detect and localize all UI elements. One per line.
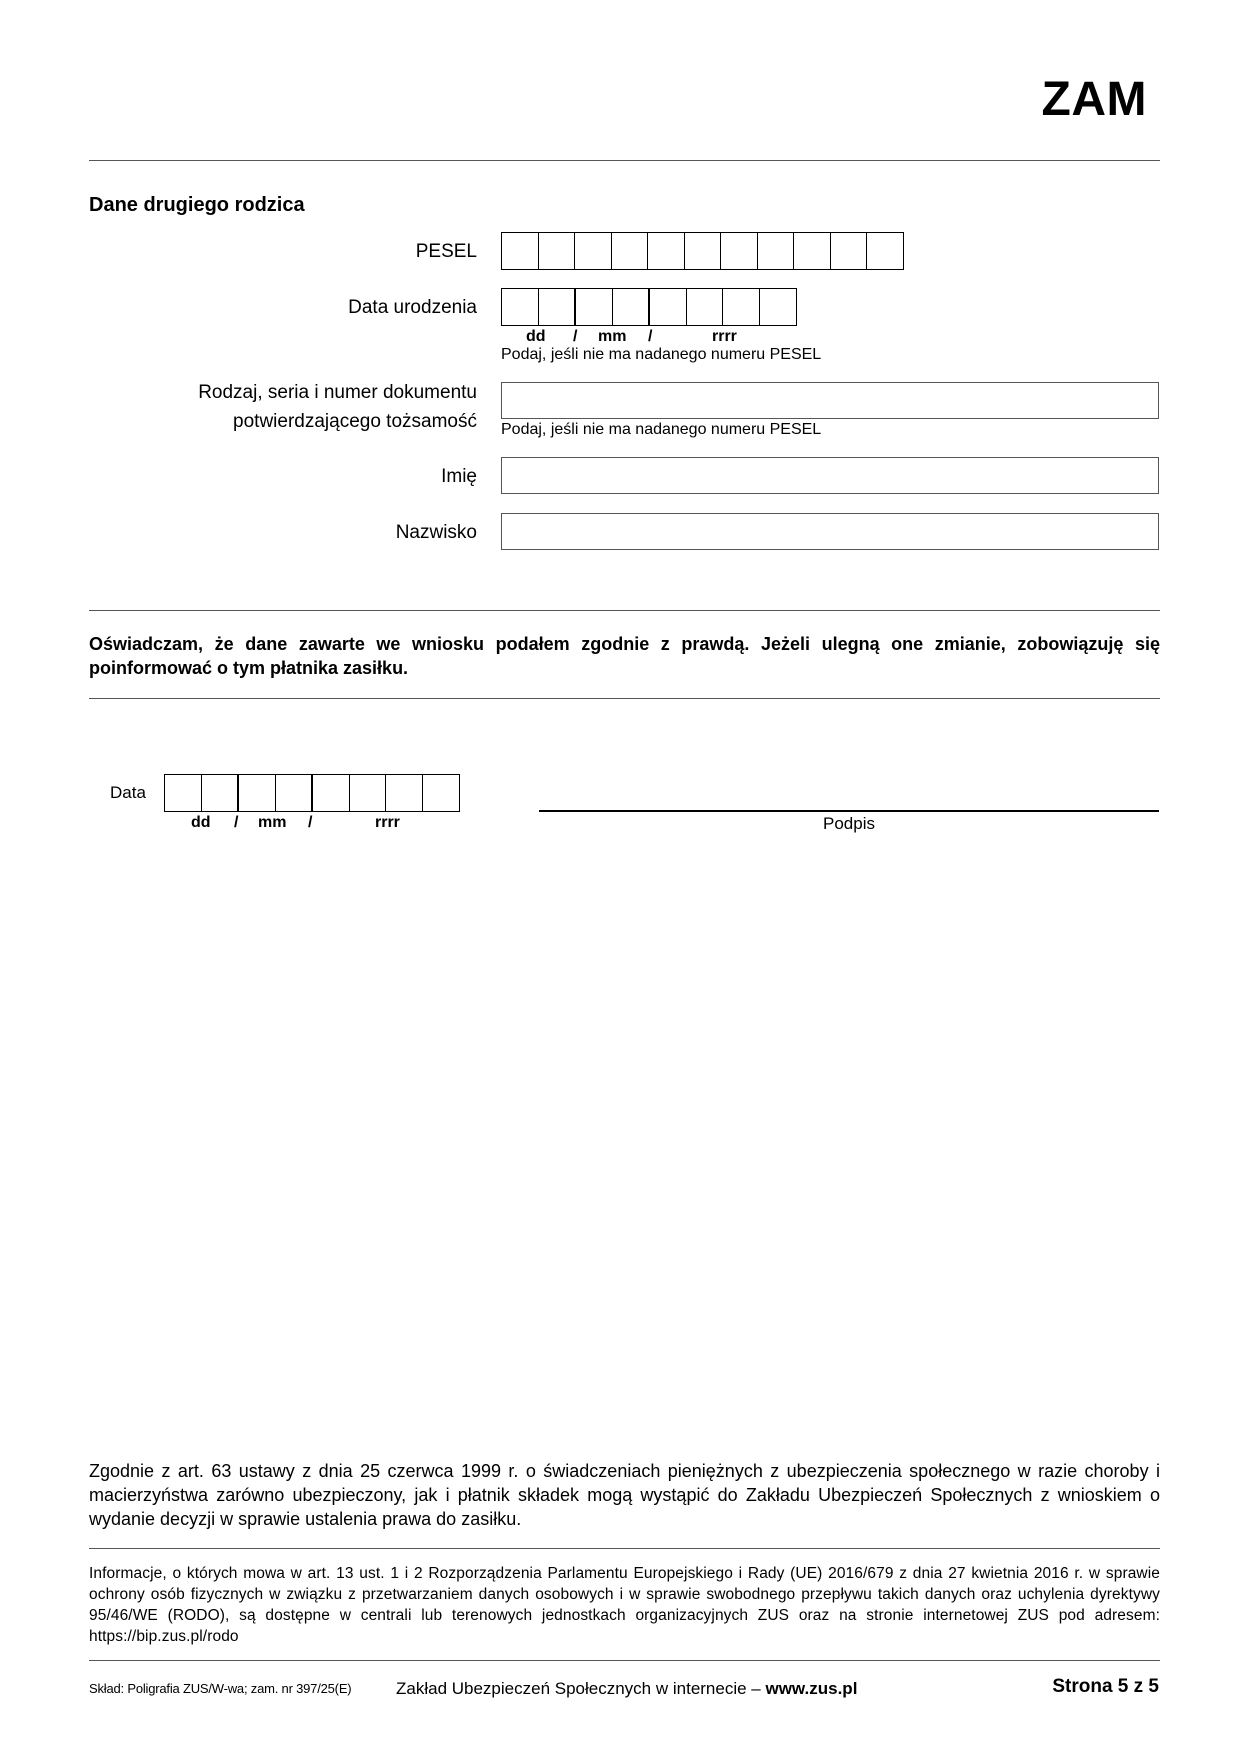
pesel-digit-box[interactable] xyxy=(574,232,612,270)
top-divider xyxy=(89,160,1160,161)
form-code: ZAM xyxy=(1041,73,1147,126)
pesel-input[interactable] xyxy=(501,232,904,270)
sign-year-box[interactable] xyxy=(349,774,387,812)
legal-notice: Zgodnie z art. 63 ustawy z dnia 25 czerwca 1999 r. o świadczeniach pieniężnych z ubezpieczenia społecznego w razie choroby i macierzyństwa zarówno ubezpieczony, jak i płatnik składek mogą wystąpić do Zakładu Ubezpieczeń Społecznych z wnioskiem o wydanie decyzji w sprawie ustalenia prawa do zasiłku. xyxy=(89,1461,1160,1529)
footer-web-text: Zakład Ubezpieczeń Społecznych w internecie – xyxy=(396,1679,766,1698)
sign-format-mm: mm xyxy=(258,814,287,831)
first-name-field[interactable] xyxy=(501,457,1159,494)
sign-month-box[interactable] xyxy=(237,774,276,812)
sign-format-sep: / xyxy=(234,814,239,831)
signature-date-label: Data xyxy=(110,783,146,802)
birth-format-sep: / xyxy=(573,328,578,345)
sign-format-sep: / xyxy=(308,814,313,831)
signature-label: Podpis xyxy=(823,814,875,833)
pesel-digit-box[interactable] xyxy=(720,232,758,270)
declaration-text: Oświadczam, że dane zawarte we wniosku podałem zgodnie z prawdą. Jeżeli ulegną one zmianie, zobowiązuję się poinformować o tym płatnika zasiłku. xyxy=(89,634,1160,678)
section-title: Dane drugiego rodzica xyxy=(89,194,305,216)
pesel-digit-box[interactable] xyxy=(757,232,795,270)
sign-day-box[interactable] xyxy=(201,774,239,812)
birth-month-box[interactable] xyxy=(612,288,650,326)
pesel-label: PESEL xyxy=(415,241,477,262)
birth-year-box[interactable] xyxy=(686,288,724,326)
footer-web xyxy=(396,1679,857,1699)
document-label xyxy=(198,378,477,436)
pesel-digit-box[interactable] xyxy=(793,232,831,270)
sign-year-box[interactable] xyxy=(422,774,460,812)
birth-format-yyyy: rrrr xyxy=(712,328,737,345)
rodo-notice: Informacje, o których mowa w art. 13 ust. 1 i 2 Rozporządzenia Parlamentu Europejskiego i Rady (UE) 2016/679 z dnia 27 kwietnia 2016 r. w sprawie ochrony osób fizycznych w związku z przetwarzaniem danych osobowych i w sprawie swobodnego przepływu takich danych oraz uchylenia dyrektywy 95/46/WE (RODO), są dostępne w centrali lub terenowych jednostkach organizacyjnych ZUS oraz na stronie internetowej ZUS pod adresem: https://bip.zus.pl/rodo xyxy=(89,1565,1160,1645)
birth-format-mm: mm xyxy=(598,328,627,345)
birth-date-input[interactable] xyxy=(501,288,797,326)
birth-year-box[interactable] xyxy=(722,288,760,326)
last-name-field[interactable] xyxy=(501,513,1159,550)
birth-day-box[interactable] xyxy=(538,288,576,326)
pesel-digit-box[interactable] xyxy=(538,232,576,270)
print-info: Skład: Poligrafia ZUS/W-wa; zam. nr 397/25(E) xyxy=(89,1681,352,1696)
page-number: Strona 5 z 5 xyxy=(1052,1676,1159,1697)
sign-format-dd: dd xyxy=(191,814,211,831)
document-hint: Podaj, jeśli nie ma nadanego numeru PESEL xyxy=(501,421,822,438)
sign-format-yyyy: rrrr xyxy=(375,814,400,831)
signature-date-input[interactable] xyxy=(164,774,460,812)
sign-day-box[interactable] xyxy=(164,774,202,812)
sign-month-box[interactable] xyxy=(275,774,313,812)
pesel-digit-box[interactable] xyxy=(866,232,904,270)
birth-date-hint: Podaj, jeśli nie ma nadanego numeru PESEL xyxy=(501,346,822,363)
divider xyxy=(89,1548,1160,1549)
birth-format-dd: dd xyxy=(526,328,546,345)
sign-year-box[interactable] xyxy=(385,774,423,812)
signature-line[interactable] xyxy=(539,810,1159,812)
divider xyxy=(89,1660,1160,1661)
document-label-line: Rodzaj, seria i numer dokumentu xyxy=(198,382,477,403)
last-name-label: Nazwisko xyxy=(395,522,477,543)
birth-year-box[interactable] xyxy=(759,288,797,326)
birth-day-box[interactable] xyxy=(501,288,539,326)
pesel-digit-box[interactable] xyxy=(684,232,722,270)
birth-date-label: Data urodzenia xyxy=(348,297,477,318)
pesel-digit-box[interactable] xyxy=(611,232,649,270)
document-field[interactable] xyxy=(501,382,1159,419)
pesel-digit-box[interactable] xyxy=(647,232,685,270)
document-label-line: potwierdzającego tożsamość xyxy=(233,411,477,432)
divider xyxy=(89,698,1160,699)
first-name-label: Imię xyxy=(441,466,477,487)
birth-format-sep: / xyxy=(648,328,653,345)
birth-year-box[interactable] xyxy=(648,288,687,326)
divider xyxy=(89,610,1160,611)
footer-web-link[interactable]: www.zus.pl xyxy=(765,1679,858,1698)
pesel-digit-box[interactable] xyxy=(501,232,539,270)
birth-month-box[interactable] xyxy=(574,288,613,326)
pesel-digit-box[interactable] xyxy=(830,232,868,270)
sign-year-box[interactable] xyxy=(311,774,350,812)
